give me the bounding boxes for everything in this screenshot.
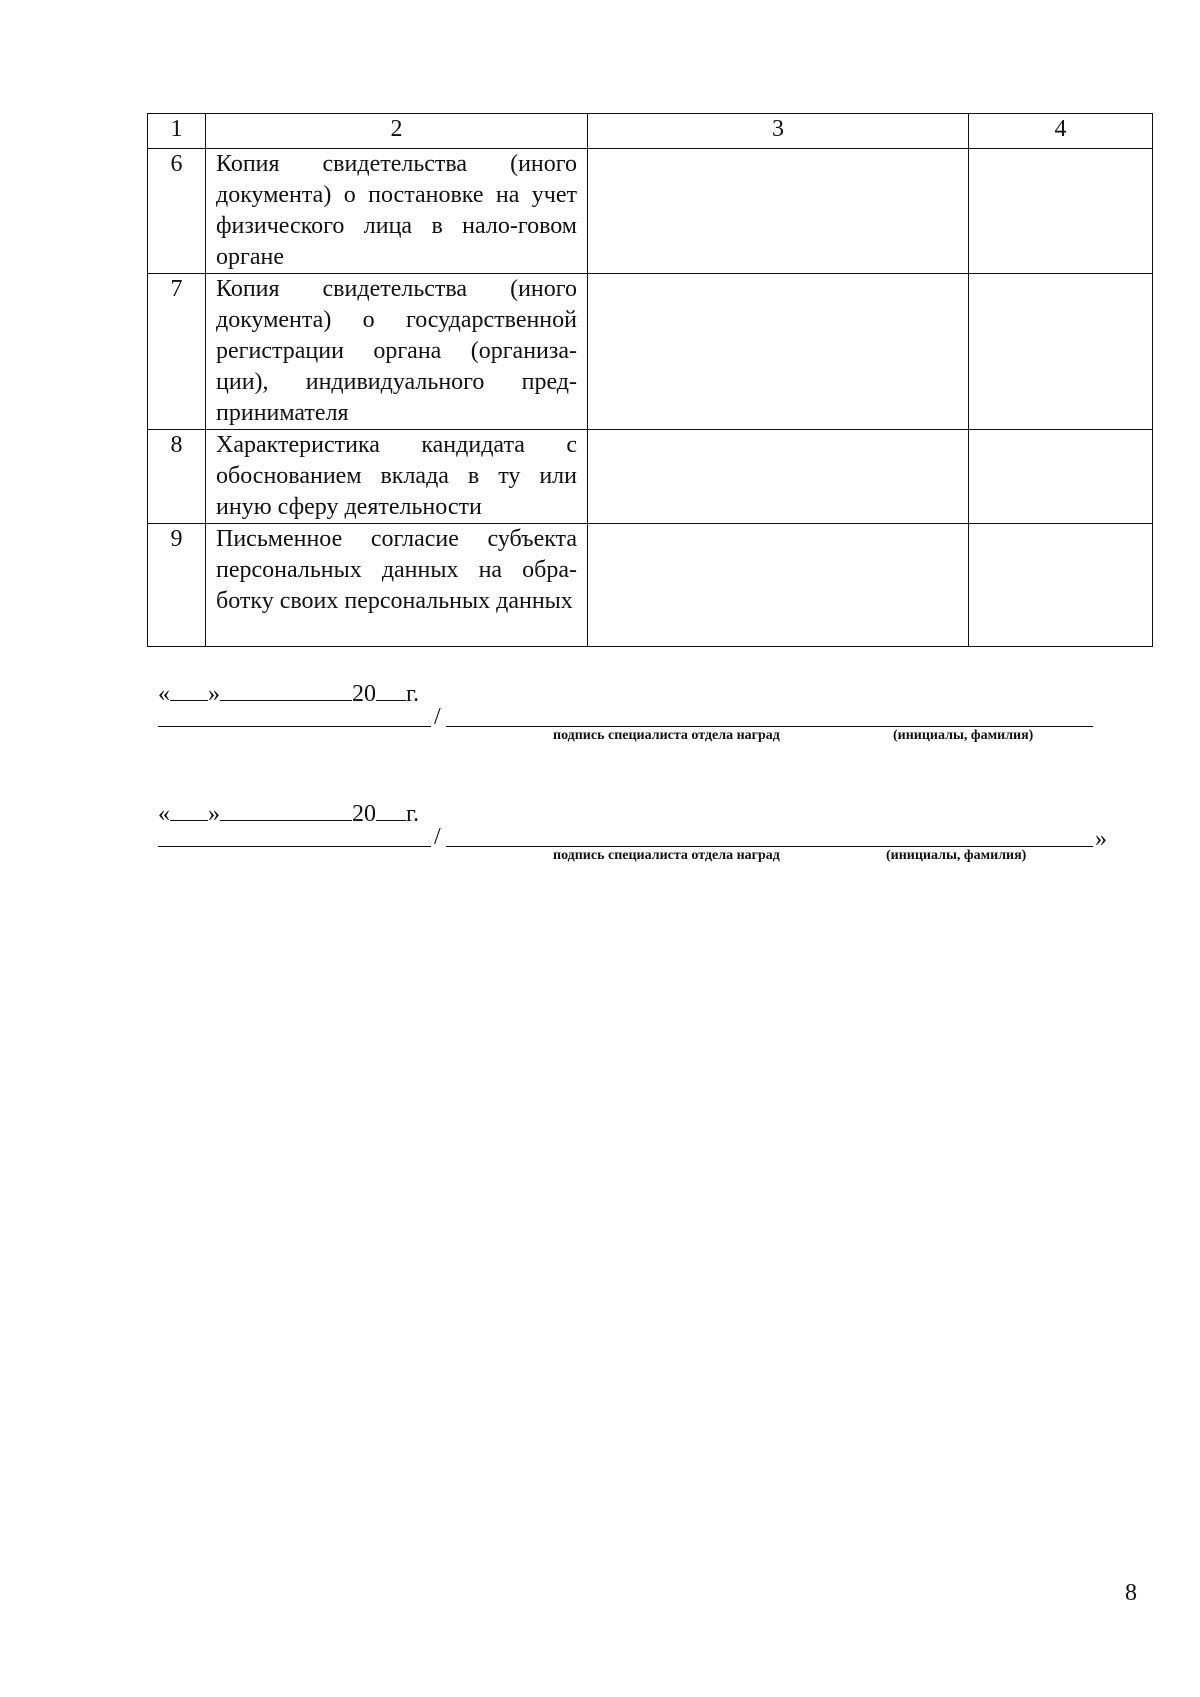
trailing-quote: » (1095, 826, 1107, 852)
cell-col3 (588, 149, 969, 274)
open-quote: « (158, 801, 170, 827)
close-quote-day: » (208, 681, 220, 707)
row-number: 6 (148, 149, 206, 274)
page-number: 8 (1125, 1580, 1137, 1606)
table-row (148, 430, 1153, 524)
month-blank[interactable] (220, 678, 352, 701)
year-blank[interactable] (376, 678, 406, 701)
slash-separator: / (434, 704, 441, 730)
documents-table (147, 113, 1153, 647)
cell-col4 (969, 430, 1153, 524)
table-row (148, 524, 1153, 647)
row-number: 7 (148, 274, 206, 430)
month-blank[interactable] (220, 798, 352, 821)
caption-signature: подпись специалиста отдела наград (553, 848, 780, 863)
date-line (158, 798, 1108, 828)
year-blank[interactable] (376, 798, 406, 821)
slash-separator: / (434, 824, 441, 850)
date-line (158, 678, 1108, 708)
table-row (148, 149, 1153, 274)
header-cell-2: 2 (206, 114, 588, 149)
year-suffix: г. (406, 801, 420, 827)
header-cell-1: 1 (148, 114, 206, 149)
cell-col4 (969, 149, 1153, 274)
open-quote: « (158, 681, 170, 707)
signature-caption (158, 848, 1108, 876)
name-field[interactable] (446, 726, 1093, 727)
table-header-row (148, 114, 1153, 149)
day-blank[interactable] (170, 798, 208, 821)
header-cell-4: 4 (969, 114, 1153, 149)
year-suffix: г. (406, 681, 420, 707)
year-prefix: 20 (352, 681, 376, 707)
table-row (148, 274, 1153, 430)
row-number: 9 (148, 524, 206, 647)
caption-name: (инициалы, фамилия) (886, 848, 1027, 863)
document-name: Письменное согласие субъекта персональных данных на обра-ботку своих персональных данных (206, 524, 588, 647)
signature-block-2 (158, 798, 1108, 876)
day-blank[interactable] (170, 678, 208, 701)
signature-field[interactable] (158, 846, 431, 847)
document-name: Копия свидетельства (иного документа) о постановке на учет физического лица в нало-говом органе (206, 149, 588, 274)
signature-block-1 (158, 678, 1108, 756)
signature-field[interactable] (158, 726, 431, 727)
cell-col3 (588, 274, 969, 430)
signature-caption (158, 728, 1108, 756)
row-number: 8 (148, 430, 206, 524)
name-field[interactable] (446, 846, 1093, 847)
cell-col4 (969, 274, 1153, 430)
document-name: Характеристика кандидата с обоснованием вклада в ту или иную сферу деятельности (206, 430, 588, 524)
caption-signature: подпись специалиста отдела наград (553, 728, 780, 743)
cell-col3 (588, 524, 969, 647)
document-name: Копия свидетельства (иного документа) о государственной регистрации органа (организа-ции), индивидуального пред-принимателя (206, 274, 588, 430)
caption-name: (инициалы, фамилия) (893, 728, 1034, 743)
year-prefix: 20 (352, 801, 376, 827)
header-cell-3: 3 (588, 114, 969, 149)
cell-col4 (969, 524, 1153, 647)
close-quote-day: » (208, 801, 220, 827)
cell-col3 (588, 430, 969, 524)
